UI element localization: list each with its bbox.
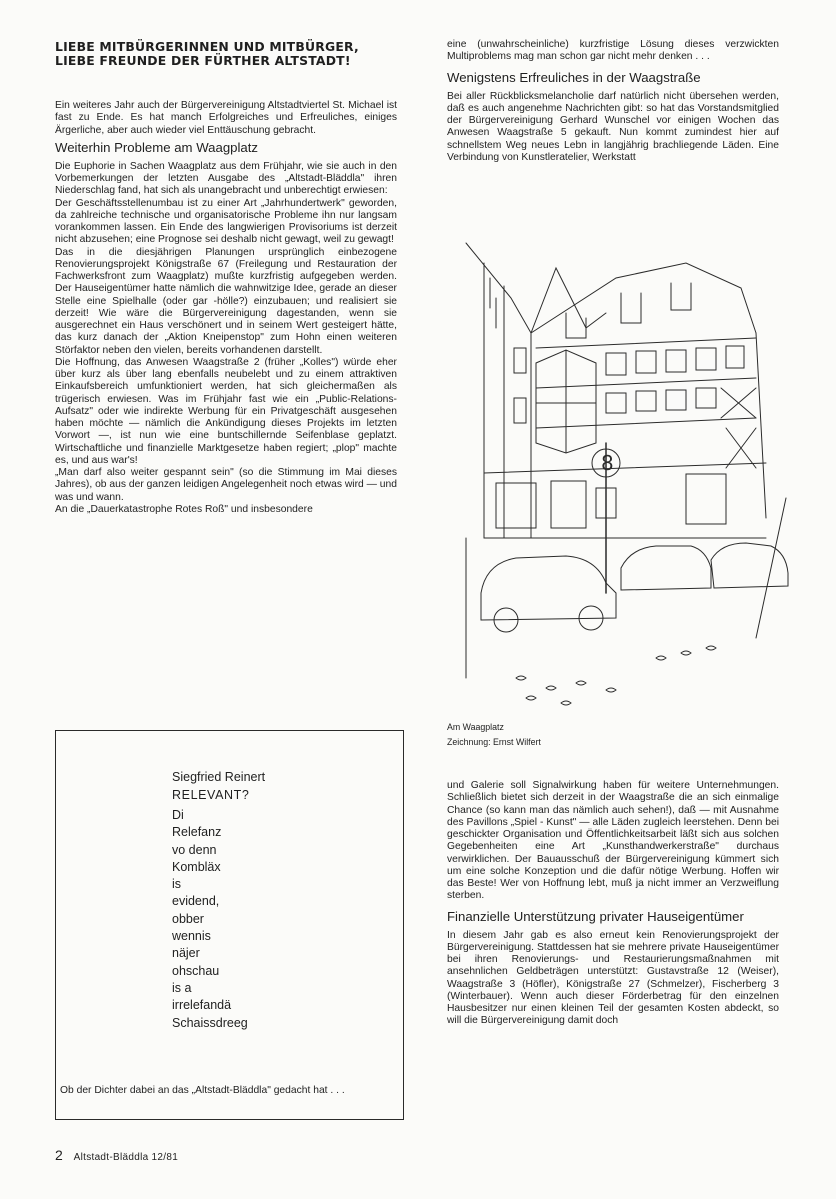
car-middle — [621, 546, 711, 590]
poem-line: Relefanz — [172, 825, 222, 840]
body-paragraph: In diesem Jahr gab es also erneut kein Renovierungsprojekt der Bürgervereinigung. Stattdessen hat sie mehrere private Hauseigentümer bei ihren Renovierungs- und Restaurierungsmaßnahmen mit ansehnlichen Geldbeträgen unterstützt: Gustavstraße 12 (Weiser), Waagstraße 3 (Höfler), Königstraße 27 (Schmelzer), Fischerberg 3 (Winterbauer). Wenn auch dieser Förderbetrag für den einzelnen Hausbesitzer nur einen kleinen Teil der gesamten Kosten abdeckt, so will die Bürgervereinigung damit doch — [447, 929, 779, 1027]
page-number: 2 — [55, 1147, 64, 1163]
oriel-window — [536, 350, 596, 453]
poem-line: Schaissdreeg — [172, 1015, 248, 1030]
left-column — [55, 40, 397, 516]
poem-line: is a — [172, 980, 192, 995]
sign-number: 8 — [601, 451, 614, 475]
middle-windows — [606, 388, 716, 413]
poem-line: näjer — [172, 946, 200, 961]
continuation-paragraph: eine (unwahrscheinliche) kurzfristige Lösung dieses verzwickten Multiproblems mag man schon gar nicht mehr denken . . . — [447, 39, 779, 63]
cobblestones — [516, 646, 716, 705]
body-paragraph: und Galerie soll Signalwirkung haben für weitere Unternehmungen. Schließlich bietet sich derzeit in der Waagstraße die an sich einmalige Chance (so kann man das nämlich auch sehen!), daß — mit Ausnahme des Pavillons „Spiel - Kunst" — alle Läden zugleich leerstehen. Denn bei geschickter Organisation und Öffentlichkeitsarbeit läßt sich aus solchen Gegebenheiten eine Art „Kunsthandwerkerstraße" durchaus verwirklichen. Der Bauausschuß der Bürgervereinigung kümmert sich um eine solche Konzeption und die dafür nötige Werbung. Hoffen wir das Beste! Wer von Hoffnung lebt, muß ja nicht immer an Verzweiflung sterben. — [447, 780, 779, 902]
poem-line: is — [172, 877, 182, 892]
poem-lines — [172, 807, 265, 1032]
street-edges — [466, 498, 786, 678]
poem-line: vo denn — [172, 842, 217, 857]
body-paragraph: Bei aller Rückblicksmelancholie darf natürlich nicht übersehen werden, daß es auch angenehme Nachrichten gibt: so hat das Vorstandsmitglied der Bürgervereinigung Gerhard Wunschel vor einigen Wochen das Anwesen Waagstraße 5 gekauft. Nun kommt zumindest hier auf schnellstem Weg neues Lebn in langjährig brachliegende Läden. Eine Verbindung von Kunstleratelier, Werkstatt — [447, 90, 779, 163]
poem-line: ohschau — [172, 963, 220, 978]
body-paragraph: Die Hoffnung, das Anwesen Waagstraße 2 (früher „Kolles") würde eher über kurz als über lang ebenfalls neubelebt und zu einem attraktiven Einkaufsbereich umfunktioniert werden, hat sich gleichermaßen als trügerisch erwiesen. Was im Frühjahr fast wie ein „Public-Relations-Aufsatz" oder wie indirekte Werbung für ein Privatgeschäft ausgesehen haben möchte — nämlich die Ankündigung dieses Projekts im letzten Vorwort —, ist nun wie eine buntschillernde Seifenblase geplatzt. Wirtschaftliche und finanzielle Marktgesetze haben regiert; „plop" machte es, und aus war's! — [55, 356, 397, 466]
body-paragraph: Das in die diesjährigen Planungen ursprünglich einbezogene Renovierungsprojekt Königstraße 67 (Freilegung und Restauration der Fachwerksfront zum Waagplatz) mußte kurzfristig aufgegeben werden. Der Hauseigentümer hatte nämlich die wahnwitzige Idee, gerade an dieser Stelle eine Spielhalle (oder gar -hölle?) einzubauen; und realisiert sie derzeit! Wie wäre die Bürgervereinigung dagestanden, wenn sie ausgerechnet ein Haus verschönert und in seinem Wert gesteigert hätte, das kurz danach der „Aktion Kneipenstop" zum Hohn einen weiteren Störfaktor neben den vielen, bereits vorhandenen darstellt. — [55, 246, 397, 356]
car-front-left — [481, 556, 616, 620]
section-heading-finanzielle-unterstuetzung: Finanzielle Unterstützung privater Hauseigentümer — [447, 908, 744, 924]
page-headline — [55, 40, 397, 68]
body-paragraph: An die „Dauerkatastrophe Rotes Roß" und insbesondere — [55, 503, 313, 515]
section-heading-waagstrasse: Wenigstens Erfreuliches in der Waagstraße — [447, 69, 701, 85]
publication-issue: Altstadt-Bläddla 12/81 — [73, 1152, 179, 1163]
poem-line: irrelefandä — [172, 998, 232, 1013]
intro-paragraph: Ein weiteres Jahr auch der Bürgervereinigung Altstadtviertel St. Michael ist fast zu Ende. Es hat manch Erfolgreiches und Erfreuliches, einiges Ärgerliche, aber auch wieder viel Enttäuschung gebracht. — [55, 100, 397, 136]
dormers — [566, 283, 691, 338]
poem-line: evidend, — [172, 894, 220, 909]
poem-note: Ob der Dichter dabei an das „Altstadt-Bläddla" gedacht hat . . . — [60, 1085, 345, 1096]
caption-title: Am Waagplatz — [447, 722, 504, 732]
poem-line: Di — [172, 808, 184, 822]
right-column-top — [447, 40, 779, 164]
body-paragraph: Die Euphorie in Sachen Waagplatz aus dem Frühjahr, wie sie auch in den Vorbemerkungen der letzten Ausgabe des „Altstadt-Bläddla" ihren Niederschlag fand, hat sich als unangebracht und unberechtigt erwiesen: — [55, 160, 397, 197]
poem-author: Siegfried Reinert — [172, 770, 266, 784]
body-paragraph: Der Geschäftsstellenumbau ist zu einer Art „Jahrhundertwerk" geworden, da zahlreiche technische und organisatorische Probleme ihn nur langsam vorankommen lassen. Ein Ende des langwierigen Provisoriums ist derzeit nicht abzusehen; eine Prognose sei deshalb nicht gewagt, weil zu gewagt! — [55, 197, 397, 246]
headline-line-1: LIEBE MITBÜRGERINNEN UND MITBÜRGER, — [55, 39, 359, 54]
page-footer — [55, 1147, 178, 1163]
poem-line: Kombläx — [172, 859, 221, 874]
main-roof — [531, 263, 756, 333]
roofline — [466, 243, 606, 333]
right-column-bottom — [447, 780, 779, 1028]
poem — [172, 769, 265, 1032]
section-heading-waagplatz: Weiterhin Probleme am Waagplatz — [55, 139, 259, 155]
left-windows — [490, 278, 526, 423]
caption-credit: Zeichnung: Ernst Wilfert — [447, 736, 541, 747]
poem-line: wennis — [172, 929, 211, 944]
left-facade — [484, 263, 531, 538]
poem-box — [55, 730, 404, 1120]
body-paragraph: „Man darf also weiter gespannt sein" (so die Stimmung im Mai dieses Jahres), ob aus der ganzen leidigen Angelegenheit noch etwas wird — und was und wann. — [55, 467, 397, 503]
headline-line-2: LIEBE FREUNDE DER FÜRTHER ALTSTADT! — [55, 53, 351, 68]
poem-title: RELEVANT? — [172, 788, 250, 802]
car-right — [711, 543, 788, 588]
upper-windows — [606, 346, 744, 375]
poem-line: obber — [172, 911, 204, 926]
street-sketch-illustration — [456, 238, 796, 708]
illustration-caption — [447, 720, 541, 749]
